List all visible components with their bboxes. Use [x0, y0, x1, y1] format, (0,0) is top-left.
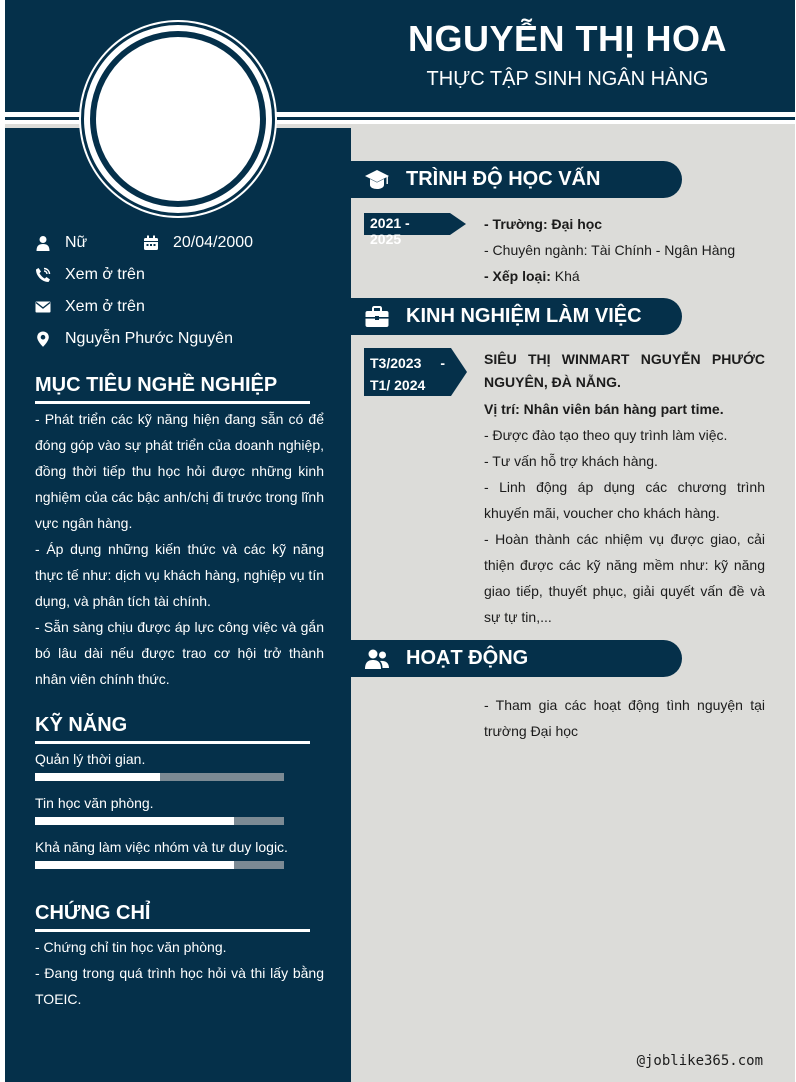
- objective-paragraph: - Áp dụng những kiến thức và các kỹ năng thực tế như: dịch vụ khách hàng, nghiệp vụ tín dụng, và phân tích tài chính.: [35, 541, 324, 609]
- objective-text: [35, 406, 324, 692]
- watermark-text: @joblike365.com: [636, 1053, 763, 1069]
- person-icon: [35, 235, 51, 251]
- email-value: Xem ở trên: [65, 298, 145, 315]
- company-name: SIÊU THỊ WINMART NGUYỄN PHƯỚC NGUYÊN, ĐÀ NẴNG.: [484, 351, 765, 390]
- contact-gender: [35, 234, 87, 252]
- education-heading: TRÌNH ĐỘ HỌC VẤN: [406, 168, 601, 190]
- contact-phone: [35, 266, 145, 284]
- skills-heading: KỸ NĂNG: [35, 714, 310, 744]
- objective-paragraph: - Phát triển các kỹ năng hiện đang sẵn có để đóng góp vào sự phát triển của doanh nghiệp, đồng thời tiếp thu học hỏi được những kinh nghiệm của các bậc anh/chị đi trước trong lĩnh vực ngân hàng.: [35, 411, 324, 531]
- experience-details: [484, 348, 765, 630]
- candidate-name: NGUYỄN THỊ HOA: [407, 18, 727, 59]
- experience-task: - Hoàn thành các nhiệm vụ được giao, cải thiện được các kỹ năng mềm như: kỹ năng giao tiếp, thuyết phục, giải quyết vấn đề và sự tự tin,...: [484, 531, 765, 625]
- education-details: [484, 211, 765, 289]
- contact-address: [35, 330, 233, 348]
- calendar-icon: [143, 235, 159, 251]
- rank-label: - Xếp loại:: [484, 268, 551, 284]
- skill-label: Quản lý thời gian.: [35, 751, 146, 767]
- activities-section-bar: [351, 640, 682, 677]
- activities-text: - Tham gia các hoạt động tình nguyện tại trường Đại học: [484, 697, 765, 739]
- experience-section-bar: [351, 298, 682, 335]
- certificate-item: - Đang trong quá trình học hỏi và thi lấy bằng TOEIC.: [35, 965, 324, 1007]
- skill-label: Khả năng làm việc nhóm và tư duy logic.: [35, 839, 288, 855]
- experience-heading: KINH NGHIỆM LÀM VIỆC: [406, 305, 642, 327]
- school-label: - Trường:: [484, 216, 548, 232]
- education-period: 2021 - 2025: [364, 213, 450, 235]
- experience-period: [364, 348, 451, 396]
- skill-fill: [35, 773, 160, 781]
- sidebar: [5, 128, 351, 1082]
- address-value: Nguyễn Phước Nguyên: [65, 330, 233, 347]
- briefcase-icon: [364, 304, 390, 330]
- skill-bar: [35, 773, 284, 781]
- skill-bar: [35, 817, 284, 825]
- avatar-photo: [96, 37, 260, 201]
- contact-birthday: [143, 234, 253, 252]
- avatar: [81, 22, 275, 216]
- phone-value: Xem ở trên: [65, 266, 145, 283]
- objective-heading: MỤC TIÊU NGHỀ NGHIỆP: [35, 374, 310, 404]
- graduation-cap-icon: [364, 167, 390, 193]
- school-value: Đại học: [551, 216, 603, 232]
- rank-value: Khá: [554, 268, 580, 284]
- certificate-item: - Chứng chỉ tin học văn phòng.: [35, 939, 227, 955]
- phone-icon: [35, 267, 51, 283]
- experience-task: - Tư vấn hỗ trợ khách hàng.: [484, 453, 658, 469]
- experience-task: - Linh động áp dụng các chương trình khuyến mãi, voucher cho khách hàng.: [484, 479, 765, 521]
- period-start: T3/2023: [370, 355, 422, 371]
- period-end: T1/ 2024: [370, 377, 426, 393]
- education-school: [484, 211, 765, 237]
- skill-fill: [35, 861, 234, 869]
- certificates-text: [35, 934, 324, 1012]
- skill-fill: [35, 817, 234, 825]
- candidate-title: THỰC TẬP SINH NGÂN HÀNG: [426, 68, 709, 90]
- objective-paragraph: - Sẵn sàng chịu được áp lực công việc và gắn bó lâu dài nếu được trao cơ hội trở thành nhân viên chính thức.: [35, 619, 324, 687]
- activities-heading: HOẠT ĐỘNG: [406, 647, 529, 669]
- certificates-heading: CHỨNG CHỈ: [35, 902, 310, 932]
- education-section-bar: [351, 161, 682, 198]
- education-major: - Chuyên ngành: Tài Chính - Ngân Hàng: [484, 242, 736, 258]
- birthday-value: 20/04/2000: [173, 234, 254, 251]
- gender-value: Nữ: [65, 234, 88, 251]
- map-pin-icon: [35, 331, 51, 347]
- period-separator: -: [440, 355, 445, 371]
- people-icon: [364, 646, 390, 672]
- avatar-ring-inner: [90, 31, 266, 207]
- contact-email: [35, 298, 145, 316]
- skill-label: Tin học văn phòng.: [35, 795, 154, 811]
- job-position: Vị trí: Nhân viên bán hàng part time.: [484, 401, 724, 417]
- cv-page: [5, 0, 795, 1082]
- experience-task: - Được đào tạo theo quy trình làm việc.: [484, 427, 728, 443]
- envelope-icon: [35, 299, 51, 315]
- education-rank: [484, 263, 765, 289]
- skill-bar: [35, 861, 284, 869]
